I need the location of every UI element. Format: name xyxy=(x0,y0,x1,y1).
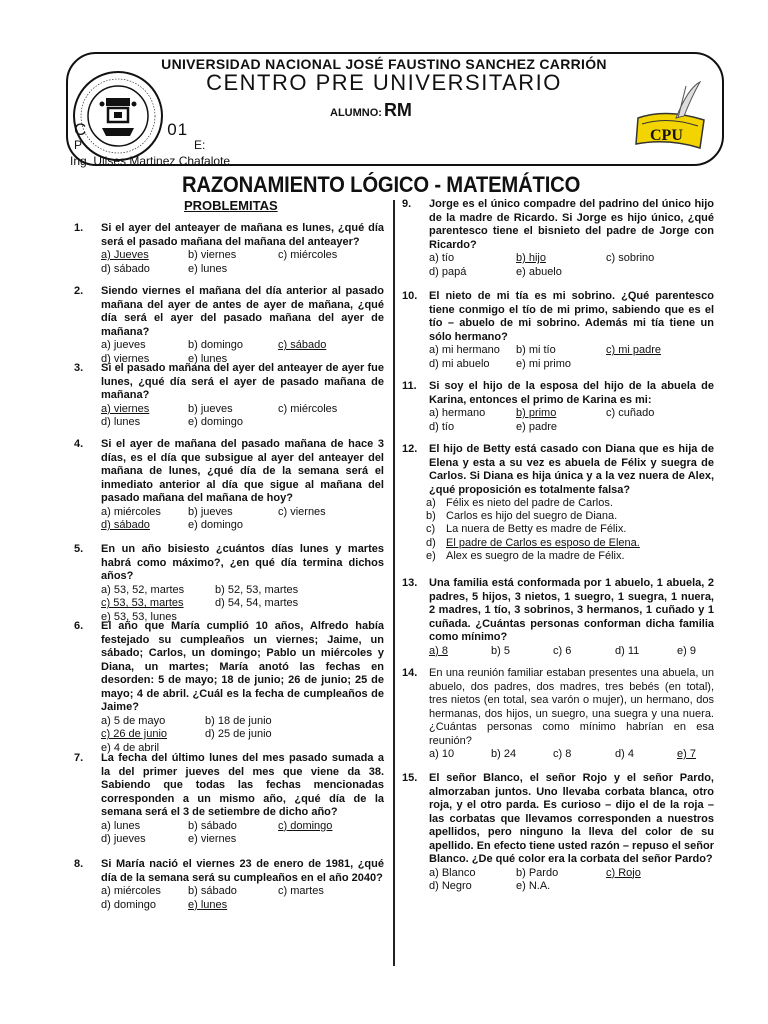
statement-e[interactable]: e) Alex es suegro de la madre de Félix. xyxy=(426,549,625,562)
option-b[interactable]: b) Pardo xyxy=(516,866,559,879)
option-d[interactable]: d) domingo xyxy=(101,898,157,911)
question-15 xyxy=(402,772,714,894)
option-c[interactable]: c) cuñado xyxy=(606,407,655,419)
question-7 xyxy=(74,752,384,847)
statement-b[interactable]: b) Carlos es hijo del suegro de Diana. xyxy=(426,510,618,523)
option-c[interactable]: c) Rojo xyxy=(606,866,641,879)
question-text: El hijo de Betty está casado con Diana que es hija de Elena y esta a su vez es abuela de Félix y suegra de Carlos. Si Diana es hija única y a la vez nuera de Alex, ¿qué proposición es totalmente falsa? xyxy=(429,443,714,496)
option-b[interactable]: b) viernes xyxy=(188,249,237,261)
question-text: Una familia está conformada por 1 abuelo, 1 abuela, 2 padres, 5 hijos, 3 nietos, 1 suegro, 1 suegra, 1 nuera, 2 madres, 1 tío, 3 sobrinos, 3 hermanos, 1 cuñado y 1 cuñada. ¿Cuántas personas conforman dicha familia como mínimo? xyxy=(429,577,714,643)
question-number: 15. xyxy=(402,772,418,784)
option-e[interactable]: e) lunes xyxy=(188,352,228,365)
question-text: Jorge es el único compadre del padrino del único hijo de la madre de Ricardo. Si Jorge es hijo único, ¿qué parentesco tiene el bisnieto del padre de Jorge con Ricardo? xyxy=(429,198,714,251)
question-6 xyxy=(74,620,384,755)
question-3 xyxy=(74,362,384,430)
alumno-field xyxy=(330,100,412,121)
option-d[interactable]: d) 4 xyxy=(615,748,634,760)
question-2 xyxy=(74,285,384,366)
option-e[interactable]: e) mi primo xyxy=(516,357,572,370)
column-divider xyxy=(393,200,395,966)
option-c[interactable]: c) miércoles xyxy=(278,402,338,415)
question-text: La fecha del último lunes del mes pasado sumada a la del primer jueves del mes que viene da 38. Sabiendo que todas las fechas mencionadas corresponden a un mismo año, ¿qué día de la semana será el 3 de setiembre de dicho año? xyxy=(101,752,384,818)
overlap-e-letters: E: xyxy=(194,138,206,152)
option-d[interactable]: d) tío xyxy=(429,420,455,433)
option-e[interactable]: e) 53, 53, lunes xyxy=(101,610,177,623)
option-c[interactable]: c) 8 xyxy=(553,748,572,760)
question-text: El nieto de mi tía es mi sobrino. ¿Qué parentesco tiene conmigo el tío de mi primo, sabiendo que es el tío – abuelo de mi sobrino. Además mi tía tiene un sólo hermano? xyxy=(429,290,714,343)
option-b[interactable]: b) jueves xyxy=(188,402,233,415)
option-d[interactable]: d) sábado xyxy=(101,519,150,531)
option-d[interactable]: d) jueves xyxy=(101,833,146,845)
answer-options xyxy=(101,403,384,430)
question-number: 3. xyxy=(74,362,84,374)
option-e[interactable]: e) domingo xyxy=(188,416,244,428)
question-number: 7. xyxy=(74,752,84,764)
question-number: 13. xyxy=(402,577,418,589)
question-9 xyxy=(402,198,714,279)
question-text: En un año bisiesto ¿cuántos días lunes y martes habrá como máximo?, ¿en qué día termina dichos años? xyxy=(101,543,384,582)
option-a[interactable]: a) jueves xyxy=(101,339,146,351)
option-d[interactable]: d) 54, 54, martes xyxy=(215,597,299,609)
question-12 xyxy=(402,443,714,563)
question-number: 11. xyxy=(402,380,417,392)
option-e[interactable]: e) abuelo xyxy=(516,265,562,278)
question-number: 2. xyxy=(74,285,84,297)
option-c[interactable]: c) sobrino xyxy=(606,252,655,264)
question-number: 8. xyxy=(74,858,84,870)
statement-a[interactable]: a) Félix es nieto del padre de Carlos. xyxy=(426,497,613,509)
statement-d[interactable]: d) El padre de Carlos es esposo de Elena. xyxy=(426,536,640,549)
page-title: RAZONAMIENTO LÓGICO - MATEMÁTICO xyxy=(182,172,581,197)
question-number: 12. xyxy=(402,443,418,455)
option-c[interactable]: c) 6 xyxy=(553,644,572,657)
question-13 xyxy=(402,577,714,658)
option-b[interactable]: b) jueves xyxy=(188,505,233,518)
option-c[interactable]: c) viernes xyxy=(278,505,326,518)
question-text: El año que María cumplió 10 años, Alfredo había festejado su cumpleaños un viernes; Jaime, un sábado; Carlos, un domingo; Pablo un miércoles y Diana, un martes; María anotó las fechas en desorden: 5 de mayo; 18 de junio; 26 de junio; 25 de mayo; 4 de abril. ¿Cuál es la fecha de cumpleaños de Jaime? xyxy=(101,620,384,713)
option-b[interactable]: b) 24 xyxy=(491,748,517,760)
option-b[interactable]: b) sábado xyxy=(188,819,237,832)
answer-options xyxy=(429,407,714,434)
statement-c[interactable]: c) La nuera de Betty es madre de Félix. xyxy=(426,523,627,536)
option-e[interactable]: e) lunes xyxy=(188,898,228,911)
option-b[interactable]: b) 52, 53, martes xyxy=(215,583,299,596)
option-d[interactable]: d) viernes xyxy=(101,352,150,365)
option-e[interactable]: e) 9 xyxy=(677,644,696,657)
option-d[interactable]: d) 11 xyxy=(615,644,640,657)
question-number: 10. xyxy=(402,290,418,302)
question-text: Si María nació el viernes 23 de enero de 1981, ¿qué día de la semana será su cumpleaños en el año 2040? xyxy=(101,858,384,884)
question-text: Si soy el hijo de la esposa del hijo de la abuela de Karina, entonces el primo de Karina es mi: xyxy=(429,380,714,406)
option-e[interactable]: e) 4 de abril xyxy=(101,741,160,754)
overlap-number: 01 xyxy=(167,120,189,139)
answer-options xyxy=(101,584,384,625)
teacher-name: Ing. Ulises Martinez Chafalote xyxy=(70,154,231,168)
question-1 xyxy=(74,222,384,276)
option-a[interactable]: a) 53, 52, martes xyxy=(101,583,185,596)
option-a[interactable]: a) 5 de mayo xyxy=(101,714,166,727)
option-c[interactable]: c) 53, 53, martes xyxy=(101,597,184,609)
question-8 xyxy=(74,858,384,912)
question-text: El señor Blanco, el señor Rojo y el señor Pardo, almorzaban juntos. Uno llevaba corbata blanca, otro roja, y el otro parda. Es curioso – dijo el de la roja – las corbatas que llevamos corresponden a nuestros apellidos, pero ninguno la lleva del color de su apellido. En efecto tiene usted razón – repuso el señor Blanco. ¿De qué color era la corbata del señor Pardo? xyxy=(429,772,714,865)
question-10 xyxy=(402,290,714,371)
option-a[interactable]: a) viernes xyxy=(101,402,150,415)
option-a[interactable]: a) lunes xyxy=(101,819,141,832)
option-b[interactable]: b) sábado xyxy=(188,885,237,897)
option-a[interactable]: a) miércoles xyxy=(101,885,161,897)
option-a[interactable]: a) 8 xyxy=(429,644,448,657)
question-number: 5. xyxy=(74,543,84,555)
answer-options xyxy=(101,715,384,756)
question-5 xyxy=(74,543,384,624)
alumno-value: RM xyxy=(383,100,412,120)
option-a[interactable]: a) mi hermano xyxy=(429,344,500,356)
option-a[interactable]: a) Jueves xyxy=(101,249,149,261)
university-name: UNIVERSIDAD NACIONAL JOSÉ FAUSTINO SANCHEZ CARRIÓN xyxy=(161,56,607,72)
cpu-logo-icon xyxy=(628,78,712,156)
question-4 xyxy=(74,438,384,533)
svg-text:CPU: CPU xyxy=(650,127,683,144)
answer-options xyxy=(429,748,714,762)
answer-options xyxy=(429,867,714,894)
question-text: En una reunión familiar estaban presentes una abuela, un abuelo, dos padres, dos madres, tres bebés (en total), tres nietos (en total, sea varón o mujer), un hermano, dos hermanas, dos hijos, un suegro, una suegra y una nuera. ¿Cuántas personas como mínimo habrían en esa reunión? xyxy=(429,667,714,747)
question-text: Si el ayer de mañana del pasado mañana de hace 3 días, es el día que subsigue al ayer del anteayer del mañana de lunes, ¿qué día de la semana será el inmediato anterior al día que sigue al mañana del pasado mañana del mañana de hoy? xyxy=(101,438,384,504)
option-a[interactable]: a) miércoles xyxy=(101,505,161,518)
option-c[interactable]: c) martes xyxy=(278,885,324,897)
option-a[interactable]: a) 10 xyxy=(429,748,455,760)
option-d[interactable]: d) Negro xyxy=(429,880,472,892)
option-c[interactable]: c) domingo xyxy=(278,819,333,832)
overlapped-line-2 xyxy=(74,138,205,152)
question-text: Si el pasado mañana del ayer del anteayer de ayer fue lunes, ¿qué día será el ayer de pasado mañana de mañana? xyxy=(101,362,384,401)
answer-options xyxy=(101,820,384,847)
statement-list xyxy=(402,497,714,563)
option-e[interactable]: e) N.A. xyxy=(516,880,551,892)
question-14 xyxy=(402,667,714,762)
question-number: 9. xyxy=(402,198,412,210)
option-b[interactable]: b) 18 de junio xyxy=(205,714,272,727)
option-c[interactable]: c) mi padre xyxy=(606,344,662,356)
option-d[interactable]: d) mi abuelo xyxy=(429,357,490,370)
option-e[interactable]: e) lunes xyxy=(188,262,228,275)
question-11 xyxy=(402,380,714,434)
option-b[interactable]: b) hijo xyxy=(516,252,546,264)
overlap-p-letter: P xyxy=(74,138,83,152)
option-a[interactable]: a) Blanco xyxy=(429,866,476,879)
option-a[interactable]: a) tío xyxy=(429,252,455,264)
option-b[interactable]: b) primo xyxy=(516,407,557,419)
answer-options xyxy=(101,506,384,533)
option-b[interactable]: b) mi tío xyxy=(516,344,556,356)
question-number: 4. xyxy=(74,438,84,450)
overlap-left-letter: C xyxy=(74,120,88,139)
option-b[interactable]: b) domingo xyxy=(188,339,244,351)
question-text: Siendo viernes el mañana del día anterior al pasado mañana del ayer de antes de ayer de mañana, ¿qué día será el ayer del pasado mañana del ayer de mañana? xyxy=(101,285,384,338)
alumno-label: ALUMNO: xyxy=(330,107,382,119)
question-number: 6. xyxy=(74,620,84,632)
overlapped-line-1 xyxy=(74,120,188,140)
option-c[interactable]: c) miércoles xyxy=(278,249,338,261)
option-e[interactable]: e) 7 xyxy=(677,748,696,760)
answer-options xyxy=(429,344,714,371)
answer-options xyxy=(101,249,384,276)
answer-options xyxy=(429,645,714,659)
option-e[interactable]: e) padre xyxy=(516,420,557,433)
question-number: 1. xyxy=(74,222,84,234)
option-d[interactable]: d) papá xyxy=(429,265,467,278)
option-c[interactable]: c) sábado xyxy=(278,339,327,351)
question-number: 14. xyxy=(402,667,418,679)
answer-options xyxy=(429,252,714,279)
option-c[interactable]: c) 26 de junio xyxy=(101,728,168,740)
option-d[interactable]: d) 25 de junio xyxy=(205,728,272,740)
answer-options xyxy=(101,885,384,912)
option-e[interactable]: e) domingo xyxy=(188,519,244,531)
option-e[interactable]: e) viernes xyxy=(188,833,237,845)
center-name: CENTRO PRE UNIVERSITARIO xyxy=(206,70,562,95)
option-d[interactable]: d) sábado xyxy=(101,262,150,275)
section-subtitle: PROBLEMITAS xyxy=(184,198,278,213)
option-d[interactable]: d) lunes xyxy=(101,416,141,428)
option-b[interactable]: b) 5 xyxy=(491,644,510,657)
question-text: Si el ayer del anteayer de mañana es lunes, ¿qué día será el pasado mañana del mañana del anteayer? xyxy=(101,222,384,248)
option-a[interactable]: a) hermano xyxy=(429,407,486,419)
